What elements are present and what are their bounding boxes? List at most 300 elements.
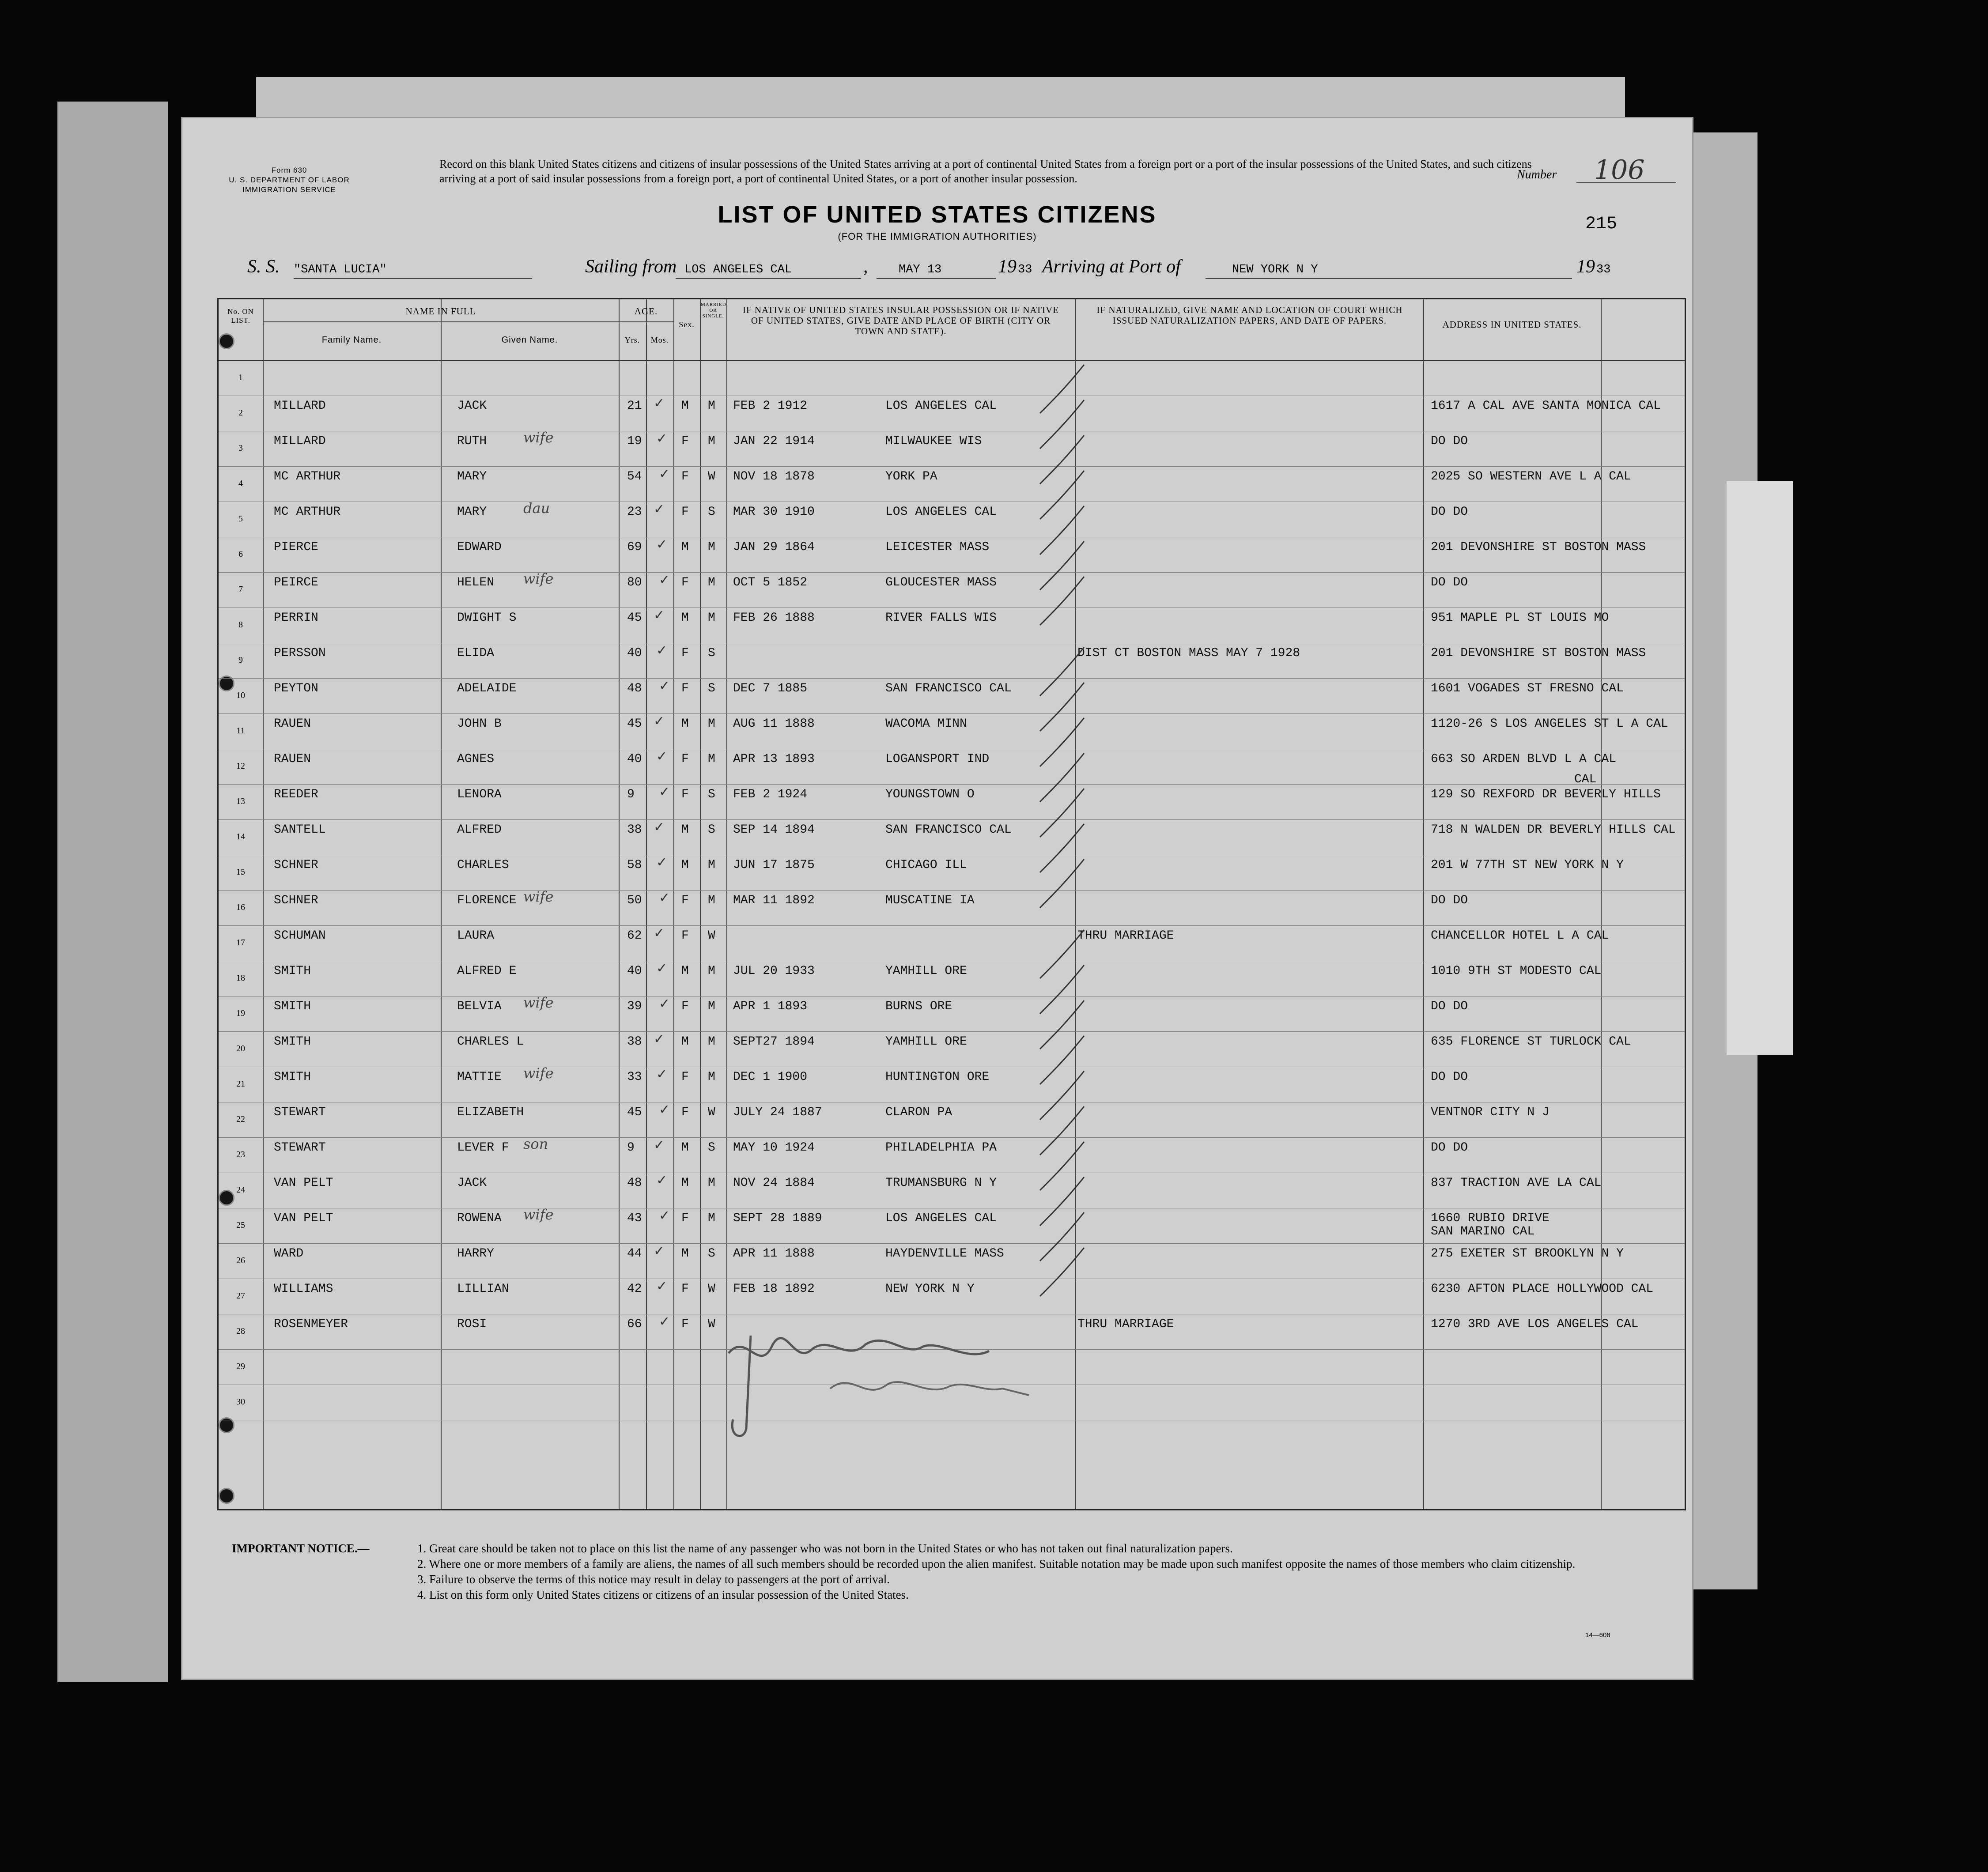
marital-status-cell: S	[708, 823, 715, 837]
service: IMMIGRATION SERVICE	[242, 185, 336, 194]
birth-place-cell: SAN FRANCISCO CAL	[885, 823, 1012, 837]
given-name-cell: EDWARD	[457, 540, 502, 554]
address-cell: 718 N WALDEN DR BEVERLY HILLS CAL	[1431, 823, 1676, 837]
birth-date-cell: FEB 2 1924	[733, 788, 808, 801]
birth-date-cell: APR 1 1893	[733, 1000, 808, 1013]
family-name-cell: MC ARTHUR	[274, 505, 341, 519]
age-header-divider	[619, 321, 673, 322]
check-mark: ✓	[659, 891, 670, 905]
department: U. S. DEPARTMENT OF LABOR	[229, 176, 350, 184]
sex-cell: F	[681, 646, 689, 660]
check-mark: ✓	[654, 396, 665, 411]
header-name-in-full: NAME IN FULL	[405, 306, 476, 317]
naturalization-cell: DIST CT BOSTON MASS MAY 7 1928	[1077, 646, 1300, 660]
birth-place-cell: SAN FRANCISCO CAL	[885, 682, 1012, 695]
address-cell: DO DO	[1431, 1141, 1468, 1155]
header-age: AGE.	[634, 306, 658, 317]
given-name-cell: ELIZABETH	[457, 1106, 524, 1119]
birth-date-cell: MAR 11 1892	[733, 894, 815, 907]
marital-status-cell: M	[708, 576, 715, 589]
address-cell: DO DO	[1431, 894, 1468, 907]
birth-place-cell: HAYDENVILLE MASS	[885, 1247, 1004, 1261]
address-cell: 1601 VOGADES ST FRESNO CAL	[1431, 682, 1624, 695]
given-name-cell: FLORENCE	[457, 894, 517, 907]
sex-cell: M	[681, 1247, 689, 1261]
marital-status-cell: M	[708, 717, 715, 731]
sex-cell: F	[681, 682, 689, 695]
given-name-cell: ALFRED E	[457, 964, 517, 978]
age-cell: 23	[627, 505, 642, 519]
marital-status-cell: M	[708, 399, 715, 413]
birth-date-cell: NOV 18 1878	[733, 470, 815, 483]
age-cell: 45	[627, 717, 642, 731]
address-line2-cell: SAN MARINO CAL	[1431, 1225, 1535, 1238]
check-mark: ✓	[654, 820, 665, 834]
family-name-cell: PERSSON	[274, 646, 326, 660]
ship-name-field	[294, 256, 532, 279]
important-notice	[232, 1541, 1645, 1603]
family-name-cell: STEWART	[274, 1106, 326, 1119]
birth-place-cell: LOS ANGELES CAL	[885, 399, 997, 413]
number-label: Number	[1517, 168, 1557, 181]
sex-cell: F	[681, 434, 689, 448]
birth-place-cell: NEW YORK N Y	[885, 1282, 975, 1296]
tick-stroke	[1040, 435, 1084, 484]
family-name-cell: ROSENMEYER	[274, 1317, 348, 1331]
row-line	[219, 572, 1685, 573]
col-line	[673, 299, 674, 1509]
row-number: 19	[236, 1008, 245, 1018]
marital-status-cell: W	[708, 470, 715, 483]
address-cell: 1617 A CAL AVE SANTA MONICA CAL	[1431, 399, 1661, 413]
tick-stroke	[1040, 577, 1084, 625]
tick-stroke	[1040, 824, 1084, 872]
row-number: 28	[236, 1326, 245, 1336]
check-mark: ✓	[656, 643, 668, 658]
given-name-cell: AGNES	[457, 752, 495, 766]
check-mark: ✓	[656, 1173, 668, 1188]
birth-place-cell: MILWAUKEE WIS	[885, 434, 982, 448]
tick-stroke	[1040, 400, 1084, 449]
row-number: 12	[236, 761, 245, 771]
tick-stroke	[1040, 365, 1084, 413]
col-line	[619, 299, 620, 1509]
birth-date-cell: FEB 2 1912	[733, 399, 808, 413]
row-line	[219, 1031, 1685, 1032]
sex-cell: F	[681, 1000, 689, 1013]
header-line	[219, 360, 1685, 361]
marital-status-cell: M	[708, 858, 715, 872]
family-name-cell: REEDER	[274, 788, 318, 801]
marital-status-cell: S	[708, 1247, 715, 1261]
birth-place-cell: YAMHILL ORE	[885, 1035, 967, 1049]
age-cell: 33	[627, 1070, 642, 1084]
family-name-cell: WARD	[274, 1247, 304, 1261]
birth-date-cell: DEC 7 1885	[733, 682, 808, 695]
col-line	[441, 299, 442, 1509]
row-number: 17	[236, 938, 245, 947]
row-line	[219, 925, 1685, 926]
sex-cell: F	[681, 1212, 689, 1225]
birth-place-cell: GLOUCESTER MASS	[885, 576, 997, 589]
birth-place-cell: CHICAGO ILL	[885, 858, 967, 872]
age-cell: 9	[627, 1141, 635, 1155]
tick-stroke	[1040, 1177, 1084, 1226]
family-name-cell: SCHUMAN	[274, 929, 326, 943]
marital-status-cell: M	[708, 1212, 715, 1225]
tick-stroke	[1040, 965, 1084, 1014]
sex-cell: M	[681, 717, 689, 731]
check-mark: ✓	[654, 926, 665, 940]
address-cell: DO DO	[1431, 576, 1468, 589]
notice-item-2: 2. Where one or more members of a family are aliens, the names of all such members should be recorded upon the alien manifest. Suitable notation may be made upon such manifest opposite the names of those members who claim citizenship.	[417, 1557, 1576, 1570]
given-name-cell: MARY	[457, 505, 487, 519]
address-cell: DO DO	[1431, 1070, 1468, 1084]
row-number: 22	[236, 1114, 245, 1124]
family-name-cell: PEIRCE	[274, 576, 318, 589]
tick-stroke	[1040, 753, 1084, 802]
marital-status-cell: W	[708, 1317, 715, 1331]
age-cell: 62	[627, 929, 642, 943]
sex-cell: M	[681, 611, 689, 625]
family-name-cell: RAUEN	[274, 717, 311, 731]
birth-place-cell: PHILADELPHIA PA	[885, 1141, 997, 1155]
family-name-cell: PERRIN	[274, 611, 318, 625]
notice-item-4: 4. List on this form only United States citizens or citizens of an insular possession of the United States.	[417, 1588, 909, 1601]
signature-strokes	[720, 1327, 1064, 1442]
row-number: 10	[236, 691, 245, 700]
check-mark: ✓	[659, 996, 670, 1011]
family-name-cell: SMITH	[274, 1035, 311, 1049]
row-line	[219, 713, 1685, 714]
birth-place-cell: HUNTINGTON ORE	[885, 1070, 990, 1084]
given-name-cell: LEVER F	[457, 1141, 509, 1155]
age-cell: 38	[627, 823, 642, 837]
given-name-cell: HARRY	[457, 1247, 495, 1261]
tick-stroke	[1040, 718, 1084, 766]
marital-status-cell: M	[708, 752, 715, 766]
row-number: 6	[238, 549, 243, 559]
row-number: 2	[238, 408, 243, 418]
family-name-cell: SCHNER	[274, 894, 318, 907]
birth-date-cell: JUN 17 1875	[733, 858, 815, 872]
handwritten-note: wife	[523, 888, 554, 905]
address-cell: 1270 3RD AVE LOS ANGELES CAL	[1431, 1317, 1639, 1331]
given-name-cell: HELEN	[457, 576, 495, 589]
given-name-cell: CHARLES L	[457, 1035, 524, 1049]
family-name-cell: RAUEN	[274, 752, 311, 766]
marital-status-cell: M	[708, 1070, 715, 1084]
arrival-year-suffix	[1596, 256, 1610, 277]
sex-cell: F	[681, 1070, 689, 1084]
row-number: 15	[236, 867, 245, 877]
handwritten-note: wife	[523, 1065, 554, 1082]
check-mark: ✓	[654, 1244, 665, 1258]
header-naturalized: IF NATURALIZED, GIVE NAME AND LOCATION OF COURT WHICH ISSUED NATURALIZATION PAPERS, AND DATE OF PAPERS.	[1096, 305, 1403, 326]
birth-place-cell: WACOMA MINN	[885, 717, 967, 731]
col-line	[646, 299, 647, 1509]
family-name-cell: VAN PELT	[274, 1176, 333, 1190]
check-mark: ✓	[656, 749, 668, 764]
birth-place-cell: LEICESTER MASS	[885, 540, 990, 554]
given-name-cell: ROSI	[457, 1317, 487, 1331]
birth-date-cell: SEPT27 1894	[733, 1035, 815, 1049]
row-number: 4	[238, 479, 243, 488]
birth-place-cell: RIVER FALLS WIS	[885, 611, 997, 625]
header-sex: Sex.	[679, 320, 695, 329]
given-name-cell: DWIGHT S	[457, 611, 517, 625]
tick-stroke	[1040, 1212, 1084, 1261]
marital-status-cell: M	[708, 1035, 715, 1049]
check-mark: ✓	[659, 1102, 670, 1117]
arriving-port-field	[1206, 256, 1572, 279]
row-line	[219, 1243, 1685, 1244]
given-name-cell: ROWENA	[457, 1212, 502, 1225]
sailing-from-field	[676, 256, 861, 279]
age-cell: 66	[627, 1317, 642, 1331]
check-mark: ✓	[654, 608, 665, 623]
header-mos: Mos.	[650, 336, 669, 344]
check-mark: ✓	[659, 1208, 670, 1223]
sex-cell: M	[681, 540, 689, 554]
row-line	[219, 784, 1685, 785]
family-name-cell: MC ARTHUR	[274, 470, 341, 483]
age-cell: 40	[627, 964, 642, 978]
birth-place-cell: LOS ANGELES CAL	[885, 1212, 997, 1225]
marital-status-cell: M	[708, 540, 715, 554]
birth-date-cell: DEC 1 1900	[733, 1070, 808, 1084]
check-mark: ✓	[654, 1138, 665, 1152]
notice-item-1	[232, 1541, 1645, 1556]
address-cell: 201 W 77TH ST NEW YORK N Y	[1431, 858, 1624, 872]
age-cell: 48	[627, 682, 642, 695]
notice-item-3: 3. Failure to observe the terms of this notice may result in delay to passengers at the port of arrival.	[417, 1573, 890, 1586]
sex-cell: F	[681, 1106, 689, 1119]
given-name-cell: ALFRED	[457, 823, 502, 837]
birth-place-cell: MUSCATINE IA	[885, 894, 975, 907]
row-number: 14	[236, 832, 245, 842]
age-cell: 21	[627, 399, 642, 413]
address-cell: 275 EXETER ST BROOKLYN N Y	[1431, 1247, 1624, 1261]
given-name-cell: JACK	[457, 399, 487, 413]
row-number: 7	[238, 585, 243, 594]
check-mark: ✓	[656, 537, 668, 552]
arriving-port: NEW YORK N Y	[1232, 263, 1318, 276]
marital-status-cell: S	[708, 646, 715, 660]
sex-cell: M	[681, 1176, 689, 1190]
ship-prefix: S. S.	[247, 257, 280, 277]
row-number: 1	[238, 373, 243, 382]
marital-status-cell: W	[708, 1282, 715, 1296]
birth-place-cell: YORK PA	[885, 470, 937, 483]
birth-date-cell: MAY 10 1924	[733, 1141, 815, 1155]
address-cell: VENTNOR CITY N J	[1431, 1106, 1550, 1119]
family-name-cell: MILLARD	[274, 399, 326, 413]
row-line	[219, 819, 1685, 820]
marital-status-cell: W	[708, 929, 715, 943]
birth-place-cell: YAMHILL ORE	[885, 964, 967, 978]
row-number: 24	[236, 1185, 245, 1195]
address-cell: 1010 9TH ST MODESTO CAL	[1431, 964, 1602, 978]
age-cell: 39	[627, 1000, 642, 1013]
form-id	[219, 166, 360, 195]
row-line	[219, 466, 1685, 467]
row-number: 11	[236, 726, 245, 736]
age-cell: 40	[627, 752, 642, 766]
birth-place-cell: YOUNGSTOWN O	[885, 788, 975, 801]
given-name-cell: BELVIA	[457, 1000, 502, 1013]
row-number: 29	[236, 1362, 245, 1371]
address-cell: 129 SO REXFORD DR BEVERLY HILLS	[1431, 788, 1661, 801]
sex-cell: F	[681, 894, 689, 907]
row-number: 20	[236, 1044, 245, 1053]
sex-cell: F	[681, 1282, 689, 1296]
given-name-cell: MARY	[457, 470, 487, 483]
address-cell: 201 DEVONSHIRE ST BOSTON MASS	[1431, 646, 1646, 660]
birth-date-cell: SEP 14 1894	[733, 823, 815, 837]
check-mark: ✓	[656, 961, 668, 976]
sex-cell: F	[681, 505, 689, 519]
family-name-cell: PEYTON	[274, 682, 318, 695]
birth-date-cell: FEB 18 1892	[733, 1282, 815, 1296]
family-name-cell: WILLIAMS	[274, 1282, 333, 1296]
comma: ,	[863, 257, 868, 277]
check-mark: ✓	[656, 1067, 668, 1082]
birth-place-cell: BURNS ORE	[885, 1000, 952, 1013]
given-name-cell: CHARLES	[457, 858, 509, 872]
tick-stroke	[1040, 1106, 1084, 1155]
handwritten-note: wife	[523, 570, 554, 587]
tick-stroke	[1040, 1036, 1084, 1084]
birth-date-cell: FEB 26 1888	[733, 611, 815, 625]
check-mark: ✓	[659, 785, 670, 799]
page-title: LIST OF UNITED STATES CITIZENS	[718, 201, 1157, 228]
family-name-cell: MILLARD	[274, 434, 326, 448]
year-suffix-text: 33	[1018, 263, 1032, 276]
tick-stroke	[1040, 683, 1084, 731]
sex-cell: M	[681, 1035, 689, 1049]
marital-status-cell: S	[708, 682, 715, 695]
header-address: ADDRESS IN UNITED STATES.	[1442, 319, 1582, 330]
marital-status-cell: M	[708, 434, 715, 448]
age-cell: 45	[627, 611, 642, 625]
check-mark: ✓	[656, 855, 668, 870]
row-number: 23	[236, 1150, 245, 1159]
check-mark: ✓	[659, 467, 670, 481]
birth-date-cell: JULY 24 1887	[733, 1106, 822, 1119]
age-cell: 44	[627, 1247, 642, 1261]
age-cell: 48	[627, 1176, 642, 1190]
tick-stroke	[1040, 506, 1084, 555]
sailing-label: Sailing from	[585, 257, 677, 277]
row-number: 21	[236, 1079, 245, 1089]
marital-status-cell: M	[708, 1176, 715, 1190]
handwritten-note: wife	[523, 1206, 554, 1223]
check-mark: ✓	[654, 714, 665, 728]
year-prefix: 19	[998, 257, 1017, 277]
arriving-label: Arriving at Port of	[1042, 257, 1181, 277]
row-number: 27	[236, 1291, 245, 1301]
tick-stroke	[1040, 541, 1084, 590]
tick-stroke	[1040, 1071, 1084, 1120]
sailing-from: LOS ANGELES CAL	[684, 263, 792, 276]
footer-code: 14—608	[1585, 1631, 1610, 1639]
sex-cell: M	[681, 1141, 689, 1155]
birth-date-cell: JAN 22 1914	[733, 434, 815, 448]
address-cell: 663 SO ARDEN BLVD L A CAL	[1431, 752, 1617, 766]
naturalization-cell: THRU MARRIAGE	[1077, 929, 1174, 943]
address-cell: 201 DEVONSHIRE ST BOSTON MASS	[1431, 540, 1646, 554]
address-cell: DO DO	[1431, 434, 1468, 448]
family-name-cell: VAN PELT	[274, 1212, 333, 1225]
birth-date-cell: AUG 11 1888	[733, 717, 815, 731]
row-number: 25	[236, 1220, 245, 1230]
age-cell: 43	[627, 1212, 642, 1225]
age-cell: 38	[627, 1035, 642, 1049]
col-line	[1075, 299, 1076, 1509]
check-mark: ✓	[659, 573, 670, 587]
family-name-cell: SCHNER	[274, 858, 318, 872]
given-name-cell: ELIDA	[457, 646, 495, 660]
birth-date-cell: JAN 29 1864	[733, 540, 815, 554]
family-name-cell: STEWART	[274, 1141, 326, 1155]
record-note: Record on this blank United States citizens and citizens of insular possessions of the United States arriving at a port of continental United States from a foreign port or a port of the insular possessions of the United States, and such citizens arriving at a port of said insular possessions from a foreign port, a port of continental United States, or a port of another insular possession.	[439, 158, 1532, 185]
month-day-field	[877, 256, 996, 279]
row-number: 18	[236, 973, 245, 983]
marital-status-cell: M	[708, 611, 715, 625]
address-cell: 1660 RUBIO DRIVE	[1431, 1212, 1550, 1225]
sex-cell: F	[681, 929, 689, 943]
check-mark: ✓	[659, 679, 670, 693]
age-cell: 45	[627, 1106, 642, 1119]
birth-place-cell: LOGANSPORT IND	[885, 752, 990, 766]
age-cell: 40	[627, 646, 642, 660]
address-cell: 951 MAPLE PL ST LOUIS MO	[1431, 611, 1609, 625]
birth-date-cell: APR 13 1893	[733, 752, 815, 766]
given-name-cell: JACK	[457, 1176, 487, 1190]
sex-cell: F	[681, 1317, 689, 1331]
stamp-number: 215	[1585, 214, 1618, 234]
sex-cell: M	[681, 823, 689, 837]
tick-stroke	[1040, 789, 1084, 837]
header-no-on-list: No. ON LIST.	[227, 307, 254, 325]
check-mark: ✓	[654, 1032, 665, 1046]
sex-cell: M	[681, 399, 689, 413]
under-sheet-left	[57, 102, 168, 1682]
header-given-name: Given Name.	[501, 335, 558, 345]
header-native: IF NATIVE OF UNITED STATES INSULAR POSSESSION OR IF NATIVE OF UNITED STATES, GIVE DATE AND PLACE OF BIRTH (CITY OR TOWN AND STATE).	[742, 305, 1059, 336]
address-cell: 635 FLORENCE ST TURLOCK CAL	[1431, 1035, 1631, 1049]
row-number: 26	[236, 1256, 245, 1265]
tick-stroke	[1040, 859, 1084, 908]
handwritten-note: wife	[523, 994, 554, 1011]
age-cell: 69	[627, 540, 642, 554]
right-strip	[1727, 481, 1793, 1055]
marital-status-cell: M	[708, 894, 715, 907]
sex-cell: M	[681, 964, 689, 978]
row-number: 13	[236, 796, 245, 806]
row-number: 30	[236, 1397, 245, 1407]
tick-stroke	[1040, 1000, 1084, 1049]
notice-label: IMPORTANT NOTICE.—	[232, 1542, 370, 1555]
notice-text-1: 1. Great care should be taken not to place on this list the name of any passenger who was not born in the United States or who has not taken out final naturalization papers.	[417, 1542, 1233, 1555]
marital-status-cell: M	[708, 1000, 715, 1013]
birth-place-cell: CLARON PA	[885, 1106, 952, 1119]
manifest-page	[181, 117, 1693, 1680]
handwritten-note: wife	[523, 429, 554, 446]
number-value: 106	[1594, 155, 1645, 185]
col-line	[1423, 299, 1424, 1509]
